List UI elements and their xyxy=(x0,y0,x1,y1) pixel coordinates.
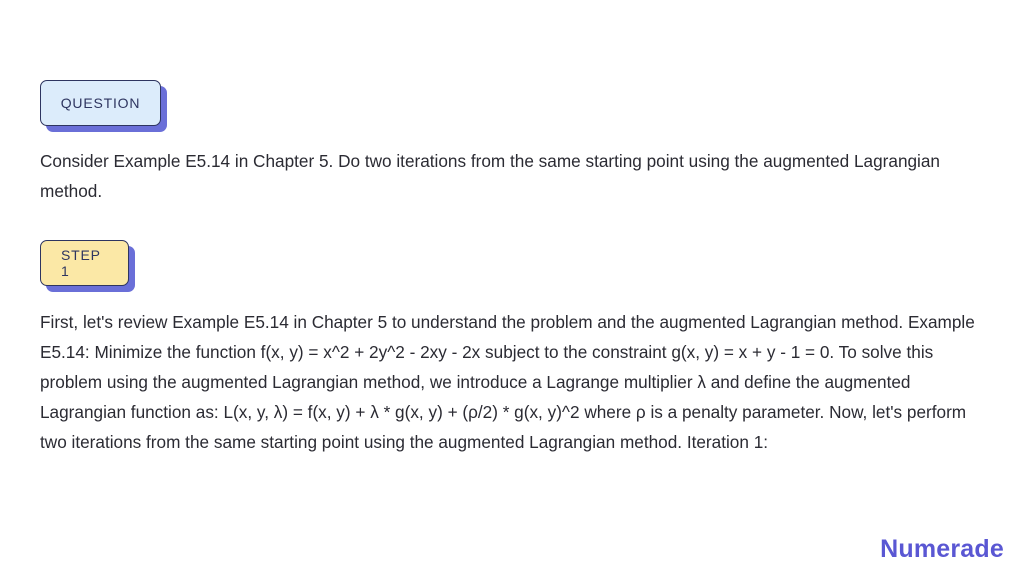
question-text: Consider Example E5.14 in Chapter 5. Do two iterations from the same starting point using the augmented Lagrangian method. xyxy=(40,151,940,201)
numerade-logo: Numerade xyxy=(880,535,1004,563)
question-badge-wrapper xyxy=(40,80,161,126)
step-1-badge: STEP 1 xyxy=(40,240,129,286)
step-1-badge-wrapper xyxy=(40,240,129,286)
question-badge: QUESTION xyxy=(40,80,161,126)
step-1-text: First, let's review Example E5.14 in Chapter 5 to understand the problem and the augmented Lagrangian method. Example E5.14: Minimize the function f(x, y) = x^2 + 2y^2 - 2xy - 2x subject to the constraint g(x, y) = x + y - 1 = 0. To solve this problem using the augmented Lagrangian method, we introduce a Lagrange multiplier λ and define the augmented Lagrangian function as: L(x, y, λ) = f(x, y) + λ * g(x, y) + (ρ/2) * g(x, y)^2 where ρ is a penalty parameter. Now, let's perform two iterations from the same starting point using the augmented Lagrangian method. Iteration 1: xyxy=(40,312,975,452)
